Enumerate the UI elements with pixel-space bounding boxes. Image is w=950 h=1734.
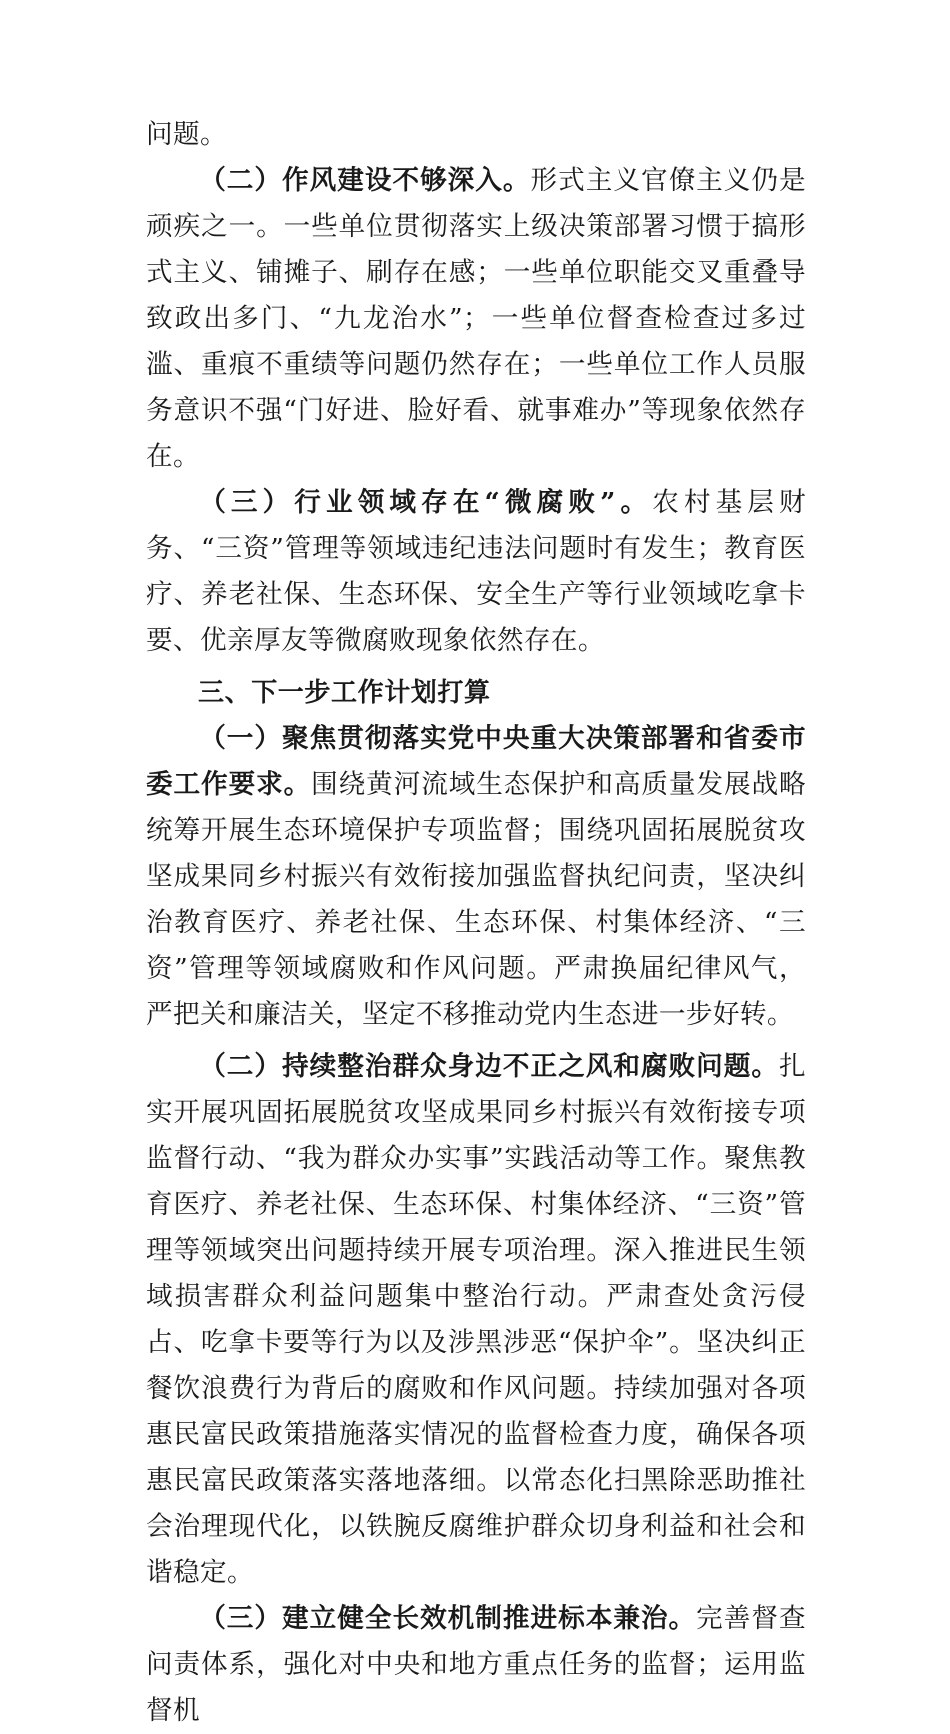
paragraph-lead: （一）聚焦贯彻落实党中央重大决策部署和省委市委工作要求。 — [146, 723, 806, 800]
paragraph-work-style — [146, 158, 806, 480]
paragraph-micro-corruption — [146, 480, 806, 664]
paragraph-plan-2 — [146, 1044, 806, 1596]
paragraph-text: 形式主义官僚主义仍是顽疾之一。一些单位贯彻落实上级决策部署习惯于搞形式主义、铺摊子、刷存在感；一些单位职能交叉重叠导致政出多门、“九龙治水”；一些单位督查检查过多过滥、重痕不重绩等问题仍然存在；一些单位工作人员服务意识不强“门好进、脸好看、就事难办”等现象依然存在。 — [146, 165, 806, 472]
document-body — [146, 112, 806, 1734]
paragraph-lead: （三）建立健全长效机制推进标本兼治。 — [199, 1603, 697, 1634]
paragraph-text: 围绕黄河流域生态保护和高质量发展战略统筹开展生态环境保护专项监督；围绕巩固拓展脱贫攻坚成果同乡村振兴有效衔接加强监督执纪问责，坚决纠治教育医疗、养老社保、生态环保、村集体经济、“三资”管理等领域腐败和作风问题。严肃换届纪律风气，严把关和廉洁关，坚定不移推动党内生态进一步好转。 — [146, 769, 807, 1030]
paragraph-continuation — [146, 112, 806, 158]
paragraph-text: 扎实开展巩固拓展脱贫攻坚成果同乡村振兴有效衔接专项监督行动、“我为群众办实事”实践活动等工作。聚焦教育医疗、养老社保、生态环保、村集体经济、“三资”管理等领域突出问题持续开展专项治理。深入推进民生领域损害群众利益问题集中整治行动。严肃查处贪污侵占、吃拿卡要等行为以及涉黑涉恶“保护伞”。坚决纠正餐饮浪费行为背后的腐败和作风问题。持续加强对各项惠民富民政策措施落实情况的监督检查力度，确保各项惠民富民政策落实落地落细。以常态化扫黑除恶助推社会治理现代化，以铁腕反腐维护群众切身利益和社会和谐稳定。 — [146, 1051, 806, 1588]
paragraph-lead: （二）作风建设不够深入。 — [199, 165, 531, 196]
paragraph-lead: （三）行业领域存在“微腐败”。 — [199, 487, 653, 518]
paragraph-text: 问题。 — [146, 119, 227, 150]
paragraph-plan-3 — [146, 1596, 806, 1734]
paragraph-lead: （二）持续整治群众身边不正之风和腐败问题。 — [199, 1051, 779, 1082]
paragraph-text: 完善督查问责体系，强化对中央和地方重点任务的监督；运用监督机 — [146, 1603, 806, 1726]
paragraph-plan-1 — [146, 716, 806, 1038]
section-heading: 三、下一步工作计划打算 — [198, 678, 491, 708]
paragraph-text: 农村基层财务、“三资”管理等领域违纪违法问题时有发生；教育医疗、养老社保、生态环保、安全生产等行业领域吃拿卡要、优亲厚友等微腐败现象依然存在。 — [146, 487, 807, 656]
